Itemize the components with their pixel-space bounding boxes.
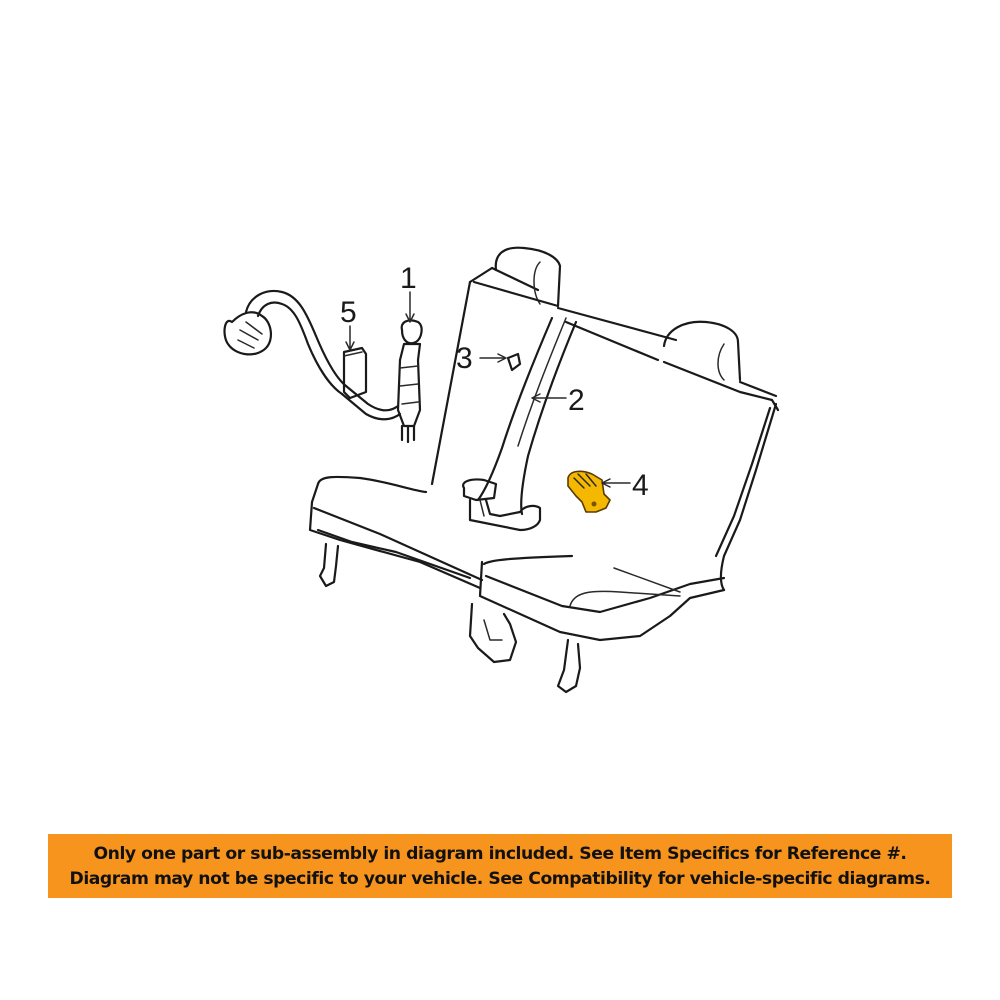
callout-2: 2 xyxy=(568,384,585,417)
disclaimer-line-2: Diagram may not be specific to your vehicle. See Compatibility for vehicle-specific diagrams. xyxy=(69,869,931,889)
part-4-highlighted xyxy=(568,471,610,512)
disclaimer-banner xyxy=(48,834,952,898)
seat-back-right xyxy=(558,308,778,590)
seat-cushion xyxy=(310,477,724,640)
retractor-harness-assembly xyxy=(225,291,422,442)
callout-arrows xyxy=(346,292,630,487)
callout-4: 4 xyxy=(632,469,649,502)
callout-3: 3 xyxy=(456,342,473,375)
callout-5: 5 xyxy=(340,296,357,329)
callout-1: 1 xyxy=(400,262,417,295)
seat-back-left xyxy=(432,248,560,484)
shoulder-belt xyxy=(463,318,576,530)
disclaimer-line-1: Only one part or sub-assembly in diagram included. See Item Specifics for Reference #. xyxy=(93,844,907,864)
